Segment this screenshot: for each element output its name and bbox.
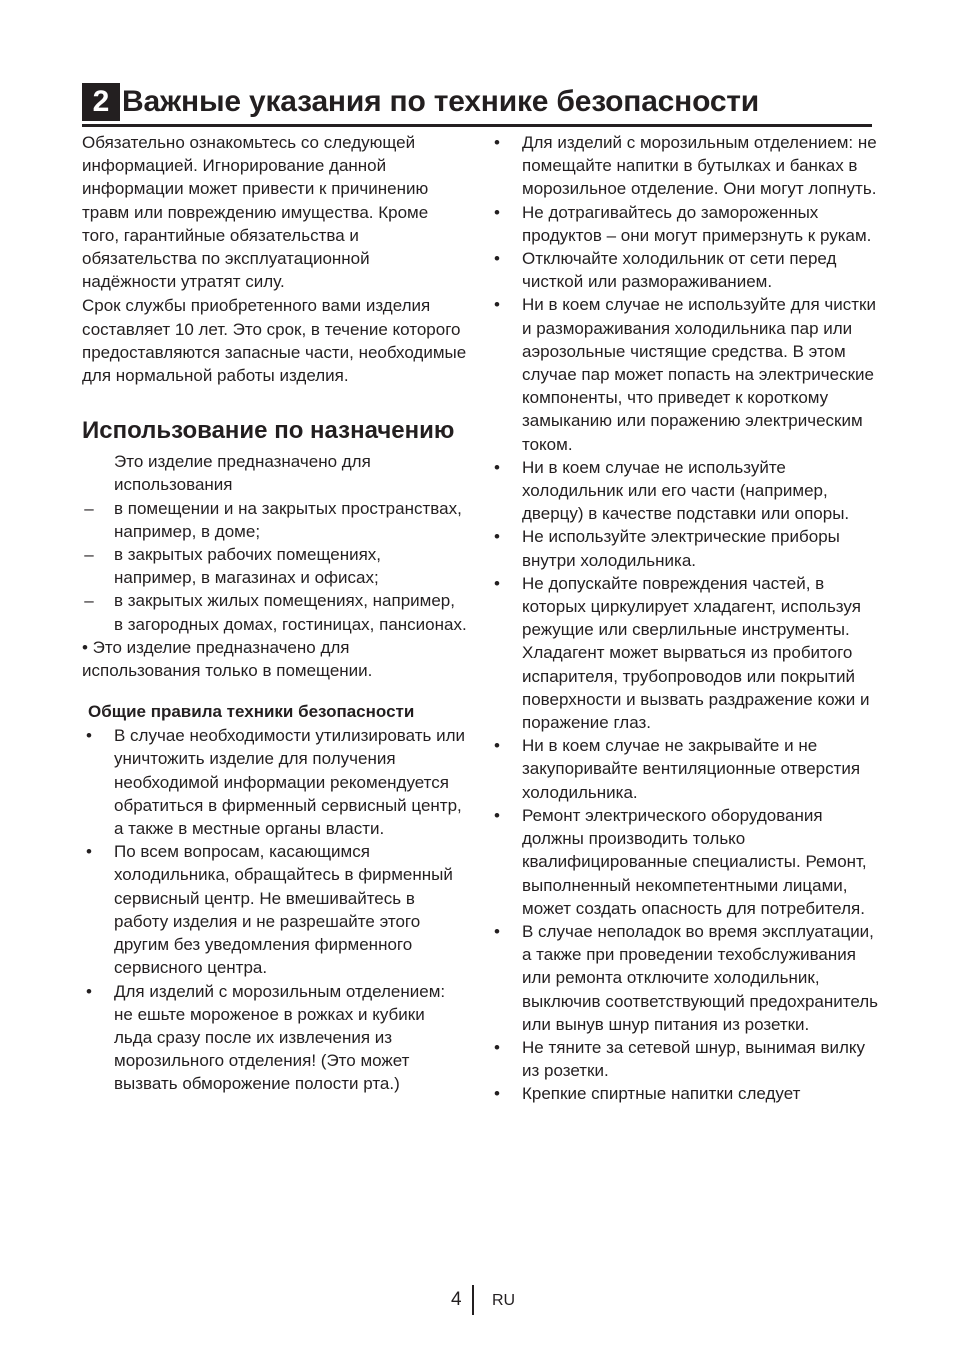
list-item-text: Не тяните за сетевой шнур, вынимая вилку из розетки.: [522, 1037, 866, 1081]
list-item-text: Не допускайте повреждения частей, в которых циркулирует хладагент, используя режущие или сверлильные инструменты. Хладагент может вырваться из пробитого испарителя, трубопроводов или покрытий поверхности и вызвать раздражение кожи и поражение глаз.: [522, 573, 870, 733]
rules-list: [82, 724, 467, 1095]
right-column: [490, 131, 880, 1106]
bullet-marker: •: [494, 1084, 500, 1104]
bullet-marker: •: [494, 736, 500, 756]
bullet-marker: •: [86, 842, 92, 862]
list-item-text: Ремонт электрического оборудования должны производить только квалифицированные специалисты. Ремонт, выполненный некомпетентными лицами, может создать опасность для потребителя.: [522, 805, 867, 918]
list-item: [490, 920, 880, 1036]
list-item: [490, 572, 880, 734]
list-item: [490, 247, 880, 293]
language-code: RU: [492, 1292, 516, 1309]
list-item-text: В случае необходимости утилизировать или уничтожить изделие для получения необходимой информации рекомендуется обратиться в фирменный сервисный центр, а также в местные органы власти.: [114, 726, 465, 839]
intro-paragraph: Срок службы приобретенного вами изделия составляет 10 лет. Это срок, в течение которого предоставляются запасные части, необходимые для нормальной работы изделия.: [82, 296, 467, 386]
dash-marker: –: [84, 498, 94, 518]
bullet-marker: •: [494, 202, 500, 222]
intro-paragraph: Обязательно ознакомьтесь со следующей информацией. Игнорирование данной информации может привести к причинению травм или повреждению имущества. Кроме того, гарантийные обязательства и обязательства по эксплуатационной надёжности утратят силу.: [82, 133, 429, 292]
usage-note: • Это изделие предназначено для использования только в помещении.: [82, 637, 373, 681]
list-item: [82, 840, 467, 979]
footer-divider: [472, 1285, 474, 1315]
dash-marker: –: [84, 591, 94, 611]
list-item-text: Отключайте холодильник от сети перед чисткой или размораживанием.: [522, 249, 837, 292]
list-item-text: Не используйте электрические приборы внутри холодильника.: [522, 527, 840, 570]
bullet-marker: •: [494, 133, 500, 152]
list-item: [82, 589, 467, 635]
list-item-text: В случае неполадок во время эксплуатации, а также при проведении техобслуживания или ремонта отключите холодильник, выключив соответствующий предохранитель или вынув шнур питания из розетки.: [522, 921, 878, 1034]
page-footer: [0, 1285, 954, 1315]
page-number: 4: [451, 1289, 462, 1310]
list-item: [82, 980, 467, 1096]
page-title: Важные указания по технике безопасности: [122, 85, 760, 118]
list-item-text: в закрытых жилых помещениях, например, в загородных домах, гостиницах, пансионах.: [114, 591, 467, 634]
list-item: [490, 734, 880, 804]
list-item-text: в закрытых рабочих помещениях, например, в магазинах и офисах;: [114, 545, 382, 588]
list-item-text: По всем вопросам, касающимся холодильника, обращайтесь в фирменный сервисный центр. Не вмешивайтесь в работу изделия и не разрешайте этого другим без уведомления фирменного сервисного центра.: [114, 842, 453, 978]
list-item-text: в помещении и на закрытых пространствах, например, в доме;: [114, 498, 462, 541]
bullet-marker: •: [86, 726, 92, 746]
dash-marker: –: [84, 545, 94, 565]
list-item-text: Крепкие спиртные напитки следует: [522, 1084, 801, 1104]
bullet-marker: •: [494, 921, 500, 941]
list-item-text: Ни в коем случае не используйте холодильник или его части (например, дверцу) в качестве подставки или опоры.: [522, 457, 850, 524]
usage-list: [82, 497, 467, 636]
list-item: [82, 543, 467, 589]
usage-heading: Использование по назначению: [82, 417, 455, 445]
bullet-marker: •: [494, 573, 500, 593]
usage-intro: Это изделие предназначено для использования: [114, 452, 371, 495]
list-item: [490, 293, 880, 455]
bullet-marker: •: [494, 1037, 500, 1057]
list-item-text: Для изделий с морозильным отделением: не помещайте напитки в бутылках и банках в морозильное отделение. Они могут лопнуть.: [522, 133, 877, 199]
bullet-marker: •: [494, 249, 500, 269]
list-item: [82, 497, 467, 543]
list-item-text: Ни в коем случае не используйте для чистки и размораживания холодильника пар или аэрозольные чистящие средства. В этом случае пар может попасть на электрические компоненты, что приведет к короткому замыканию или поражению электрическим током.: [522, 295, 876, 454]
bullet-marker: •: [494, 295, 500, 315]
bullet-marker: •: [494, 805, 500, 825]
list-item: [490, 525, 880, 571]
bullet-marker: •: [494, 527, 500, 547]
list-item-text: Для изделий с морозильным отделением: не ешьте мороженое в рожках и кубики льда сразу после их извлечения из морозильного отделения! (Это может вызвать обморожение полости рта.): [114, 981, 446, 1094]
bullet-marker: •: [86, 981, 92, 1001]
list-item-text: Ни в коем случае не закрывайте и не закупоривайте вентиляционные отверстия холодильника.: [522, 736, 861, 802]
list-item: [490, 1036, 880, 1082]
safety-list: [490, 131, 880, 1106]
list-item: [490, 201, 880, 247]
list-item: [490, 1082, 880, 1105]
list-item-text: Не дотрагивайтесь до замороженных продуктов – они могут примерзнуть к рукам.: [522, 202, 872, 245]
bullet-marker: •: [494, 457, 500, 477]
rules-heading: Общие правила техники безопасности: [88, 702, 415, 722]
list-item: [490, 456, 880, 526]
section-header: [82, 82, 872, 127]
list-item: [490, 804, 880, 920]
section-number: 2: [82, 83, 120, 121]
list-item: [82, 724, 467, 840]
list-item: [490, 131, 880, 201]
left-column: [82, 131, 467, 1096]
